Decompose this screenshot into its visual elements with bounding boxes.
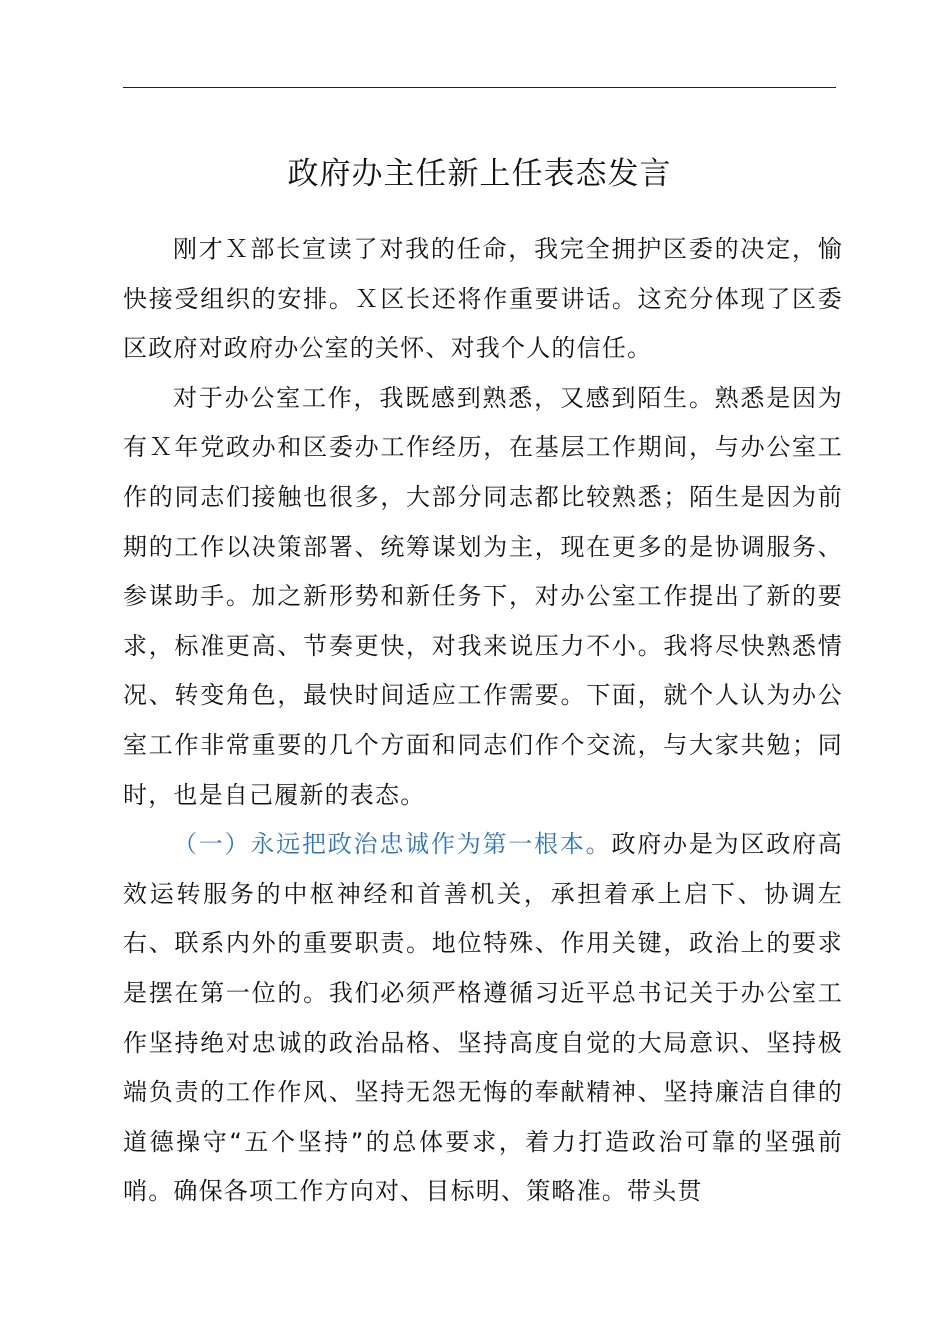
paragraph-appointment: 刚才Ｘ部长宣读了对我的任命，我完全拥护区委的决定，愉快接受组织的安排。Ｘ区长还将作重要讲话。这充分体现了区委区政府对政府办公室的关怀、对我个人的信任。	[123, 235, 843, 363]
section-body-political-loyalty: 政府办是为区政府高效运转服务的中枢神经和首善机关，承担着承上启下、协调左右、联系内外的重要职责。地位特殊、作用关键，政治上的要求是摆在第一位的。我们必须严格遵循习近平总书记关于办公室工作坚持绝对忠诚的政治品格、坚持高度自觉的大局意识、坚持极端负责的工作作风、坚持无怨无悔的奉献精神、坚持廉洁自律的道德操守“五个坚持”的总体要求，着力打造政治可靠的坚强前哨。确保各项工作方向对、目标明、策略准。带头贯	[123, 830, 843, 1206]
document-title: 政府办主任新上任表态发言	[287, 156, 672, 192]
section-heading-political-loyalty: （一）永远把政治忠诚作为第一根本。	[173, 830, 612, 859]
document-body	[123, 225, 843, 1217]
header-rule	[123, 87, 836, 88]
paragraph-familiarity: 对于办公室工作，我既感到熟悉，又感到陌生。熟悉是因为有Ｘ年党政办和区委办工作经历，在基层工作期间，与办公室工作的同志们接触也很多，大部分同志都比较熟悉；陌生是因为前期的工作以决策部署、统筹谋划为主，现在更多的是协调服务、参谋助手。加之新形势和新任务下，对办公室工作提出了新的要求，标准更高、节奏更快，对我来说压力不小。我将尽快熟悉情况、转变角色，最快时间适应工作需要。下面，就个人认为办公室工作非常重要的几个方面和同志们作个交流，与大家共勉；同时，也是自己履新的表态。	[123, 383, 843, 809]
paragraph-political-loyalty	[123, 820, 843, 1217]
